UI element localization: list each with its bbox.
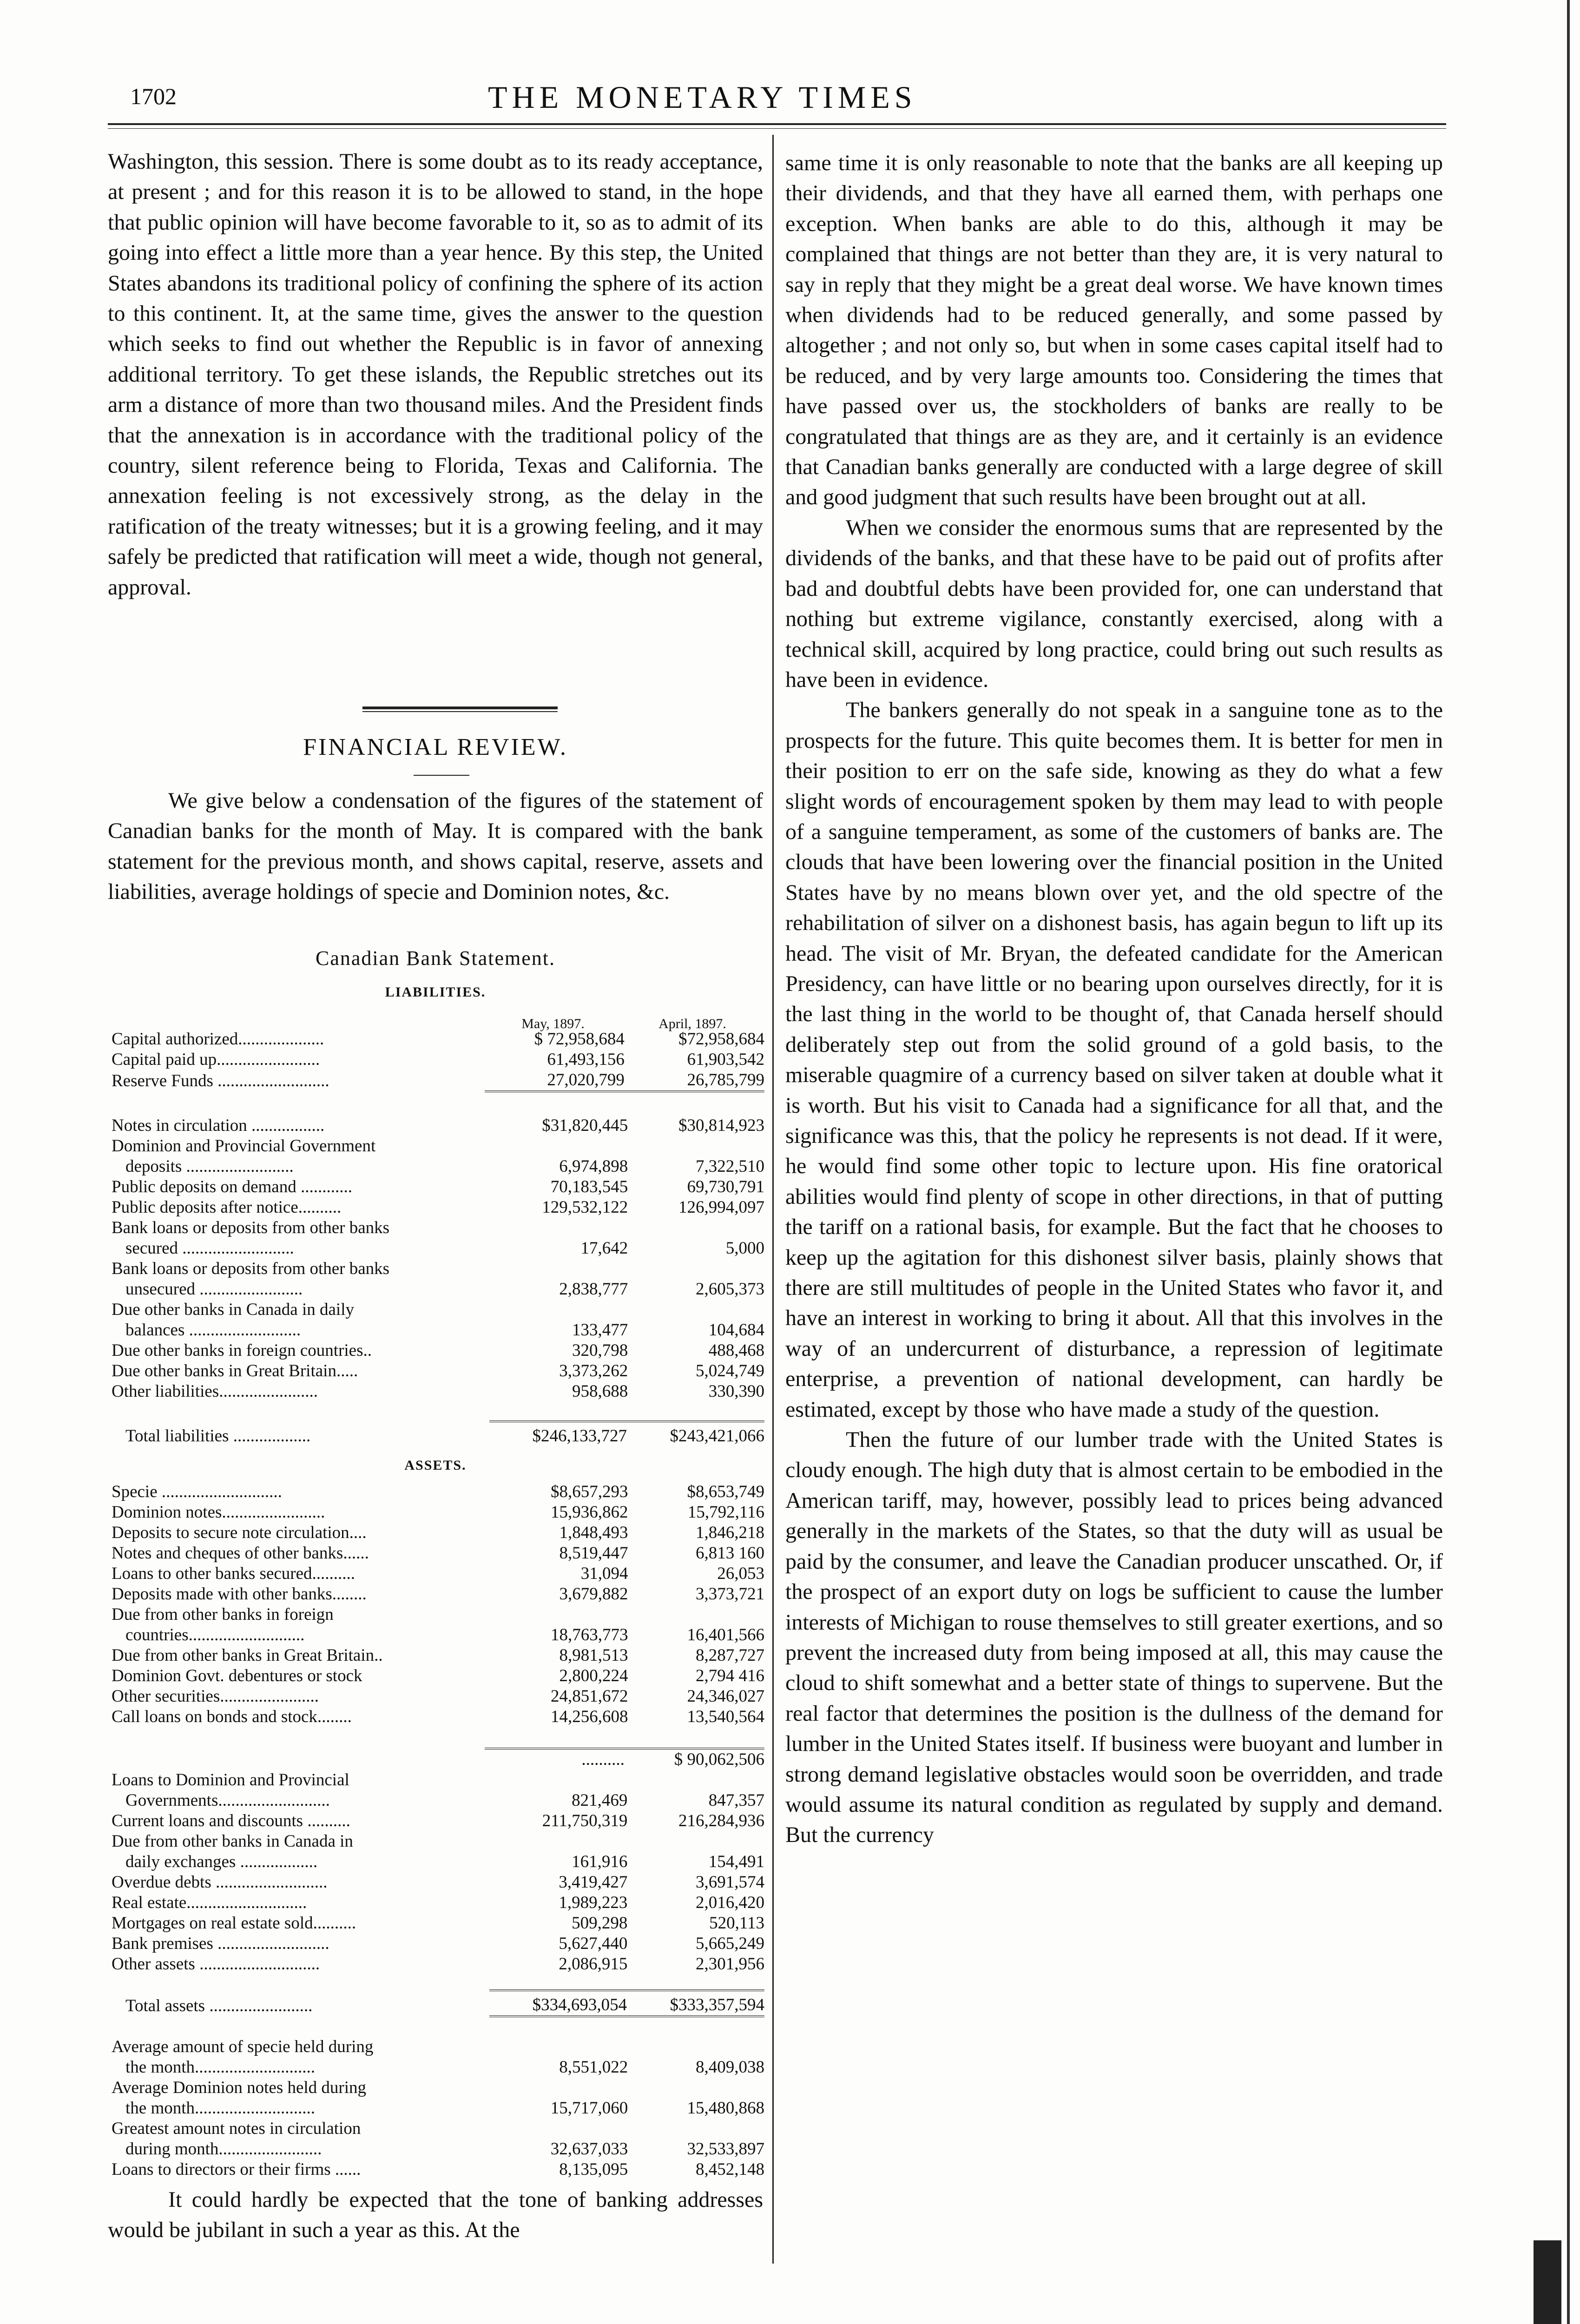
statement-row [112,1259,764,1279]
statement-row [112,1300,764,1320]
right-paragraph-1: same time it is only reasonable to note that the banks are all keeping up their dividends, and that they have all earned them, with perhaps one exception. When banks are able to do this, although it may be complained that things are not better than they are, it is very natural to say in reply that they might be a great deal worse. We have known times when dividends had to be reduced generally, and some passed by altogether ; and not only so, but when in some cases capital itself had to be reduced, and by very large amounts too. Considering the times that have passed over us, the stockholders of banks are really to be congratulated that things are as they are, and it certainly is an evidence that Canadian banks generally are conducted with a large degree of skill and good judgment that such results have been brought out at all. [785,151,1443,510]
value-april: 2,301,956 [696,1954,764,1974]
value-may: 6,974,898 [559,1157,628,1176]
row-label: Governments.......................... [125,1791,330,1810]
financial-review-title: FINANCIAL REVIEW. [303,734,568,760]
value-may: 1,848,493 [559,1523,628,1542]
row-label: Overdue debts .......................... [112,1873,328,1892]
row-label: the month............................ [125,2058,316,2077]
page-number: 1702 [130,83,177,109]
row-label: Other liabilities....................... [112,1382,318,1401]
value-april [628,1136,764,1156]
statement-row [112,1381,764,1402]
value-may: 8,519,447 [559,1544,628,1563]
row-label: Notes and cheques of other banks...... [112,1544,369,1563]
statement-row [112,1666,764,1686]
value-april: 3,691,574 [696,1873,764,1892]
value-april: 330,390 [708,1382,764,1401]
value-april [628,2037,764,2057]
value-may: 161,916 [572,1852,628,1871]
review-intro-paragraph: We give below a condensation of the figures of the statement of Canadian banks for the month of May. It is compared with the bank statement for the previous month, and shows capital, reserve, assets and liabilities, average holdings of specie and Dominion notes, &c. [108,788,763,905]
intro-paragraph: Washington, this session. There is some doubt as to its ready acceptance, at present ; and for this reason it is to be allowed to stand, in the hope that public opinion will have become favorable to it, so as to admit of its going into effect a little more than a year hence. By this step, the United States abandons its traditional policy of confining the sphere of its action to this continent. It, at the same time, gives the answer to the question which seeks to find out whether the Republic is in favor of annexing additional territory. To get these islands, the Republic stretches out its arm a distance of more than two thousand miles. And the President finds that the annexation is in accordance with the traditional policy of the country, silent reference being to Florida, Texas and California. The annexation feeling is not excessively strong, as the delay in the ratification of the treaty witnesses; but it is a growing feeling, and it may safely be predicted that ratification will meet a wide, though not general, approval. [108,149,763,600]
row-label: Dominion notes........................ [112,1503,325,1522]
value-april: 2,605,373 [696,1280,764,1299]
row-label: Due from other banks in Canada in [112,1832,353,1851]
row-label: secured .......................... [125,1239,294,1258]
value-may: $334,693,054 [489,1990,627,2016]
row-label: Loans to other banks secured.......... [112,1564,356,1583]
row-label: Due other banks in Canada in daily [112,1300,354,1319]
statement-row [112,1070,764,1091]
assets-subtotal [112,1748,764,1770]
row-label: Public deposits after notice.......... [112,1198,342,1217]
statement-row [112,1913,764,1934]
liabilities-table [112,1116,764,1402]
row-label: Loans to Dominion and Provincial [112,1770,349,1789]
value-may [491,1136,628,1156]
value-may: 129,532,122 [542,1198,628,1217]
statement-row [112,2159,764,2180]
value-may: 8,981,513 [559,1646,628,1665]
row-label: Notes in circulation ................. [112,1116,325,1135]
statement-row [112,2057,764,2078]
value-april: 2,016,420 [696,1893,764,1912]
value-april [627,1770,764,1790]
statement-row [112,1770,764,1790]
statement-row [112,2119,764,2139]
statement-title: Canadian Bank Statement. [316,947,555,970]
total-liabilities-row [112,1421,764,1446]
value-may: 821,469 [572,1791,628,1810]
value-may [492,2037,628,2057]
row-label: Due other banks in Great Britain..... [112,1361,358,1380]
value-may: $ 72,958,684 [534,1030,625,1049]
row-label: Mortgages on real estate sold.......... [112,1914,356,1933]
value-april: 1,846,218 [696,1523,764,1542]
value-april: $333,357,594 [627,1990,764,2016]
value-april: 26,053 [717,1564,764,1583]
row-label: balances .......................... [125,1320,301,1340]
value-april [628,1259,764,1279]
row-label: Reserve Funds .......................... [112,1071,329,1090]
row-label: countries........................... [125,1625,305,1644]
value-april: 8,409,038 [696,2058,764,2077]
row-label: Loans to directors or their firms ...... [112,2160,361,2179]
averages-table [112,2037,764,2180]
statement-row [112,1790,764,1811]
row-label: Call loans on bonds and stock........ [112,1707,352,1726]
statement-row [112,1872,764,1893]
row-label: Total liabilities .................. [125,1426,311,1446]
value-may: 15,936,862 [550,1503,628,1522]
statement-row [112,2098,764,2119]
statement-row [112,1218,764,1238]
col-may: May, 1897. [521,1016,585,1031]
row-label: Specie ............................ [112,1482,282,1501]
value-may: 70,183,545 [550,1177,628,1196]
value-may: 1,989,223 [559,1893,628,1912]
value-april: 104,684 [708,1320,764,1340]
row-label: Public deposits on demand ............ [112,1177,352,1196]
value-april [628,1300,764,1320]
statement-row [112,1584,764,1604]
value-april: 26,785,799 [625,1070,764,1091]
statement-row [112,1893,764,1913]
value-april: 15,792,116 [687,1503,764,1522]
statement-row [112,1482,764,1502]
value-april: 32,533,897 [687,2139,764,2159]
row-label: Bank loans or deposits from other banks [112,1259,390,1278]
value-april: 520,113 [709,1914,764,1933]
row-label: Total assets ........................ [125,1996,313,2015]
row-label: Average Dominion notes held during [112,2078,367,2097]
value-april: 5,024,749 [696,1361,764,1380]
statement-row [112,1050,764,1070]
statement-row [112,1604,764,1625]
value-may: 24,851,672 [550,1687,628,1706]
value-may: 3,679,882 [559,1585,628,1604]
value-may: 958,688 [572,1382,628,1401]
right-paragraph-4: Then the future of our lumber trade with the United States is cloudy enough. The high duty that is almost certain to be embodied in the American tariff, may, however, possibly lead to prices being advanced generally in the markets of the States, so that the duty will as usual be paid by the consumer, and leave the Canadian producer unscathed. Or, if the prospect of an export duty on logs be sufficient to cause the lumber interests of Michigan to rouse themselves to still greater exertions, and so prevent the increased duty from being imposed at all, this may cause the cloud to shift somewhat and a better state of things to supervene. But the real factor that determines the position is the dullness of the demand for lumber in the United States itself. If business were buoyant and lumber in strong demand legislative obstacles would soon be overridden, and trade would assume its natural condition as regulated by supply and demand. But the currency [785,1427,1443,1848]
statement-row [112,1934,764,1954]
value-may: 17,642 [580,1239,628,1258]
row-label: Bank loans or deposits from other banks [112,1218,390,1237]
statement-row [112,1136,764,1156]
row-label: Due from other banks in foreign [112,1605,334,1624]
statement-row [112,1116,764,1136]
value-may: 8,135,095 [559,2160,628,2179]
value-may: 3,419,427 [559,1873,628,1892]
right-paragraph-3: The bankers generally do not speak in a sanguine tone as to the prospects for the future. This quite becomes them. It is better for men in their position to err on the safe side, knowing as they do what a few slight words of encouragement spoken by them may lead to with people of a sanguine temperament, as some of the customers of banks are. The clouds that have been lowering over the financial position in the United States have by no means blown over yet, and the old spectre of the rehabilitation of silver on a dishonest basis, has again begun to lift up its head. The visit of Mr. Bryan, the defeated candidate for the American Presidency, can have little or no bearing upon ourselves directly, for it is the last thing in the world to be thought of, that Canada herself should deliberately step out from the solid ground of a gold basis, to the miserable quagmire of a currency based on silver taken at double what it is worth. But his visit to Canada had a significance for all that, and the significance was this, that the policy he represents is not dead. If it were, he would find some other topic to lecture upon. His fine oratorical abilities would find plenty of scope in other directions, in that of putting the tariff on a rational basis, for example. But the fact that he chooses to keep up the agitation for this dishonest silver basis, plainly shows that there are still multitudes of people in the United States who favor it, and have an interest in working to bring it about. All that this involves in the way of an undercurrent of disturbance, a repression of legitimate enterprise, a prevention of national development, can hardly be estimated, except by those who have made a study of the question. [785,698,1443,1422]
statement-row [112,1502,764,1523]
statement-row [112,1238,764,1259]
total-assets-row [112,1990,764,2016]
value-may [492,1604,628,1625]
liabilities-heading: LIABILITIES. [385,984,486,1000]
row-label: Capital paid up........................ [112,1050,320,1069]
value-april: $243,421,066 [627,1421,764,1446]
right-column [785,148,1443,1850]
closing-paragraph: It could hardly be expected that the tone of banking addresses would be jubilant in such a year as this. At the [108,2187,763,2243]
value-april: 8,287,727 [696,1646,764,1665]
row-label: Current loans and discounts .......... [112,1811,350,1830]
value-may: 14,256,608 [550,1707,628,1726]
header-rule-thin [108,128,1446,129]
statement-row [112,1156,764,1177]
statement-row [112,1029,764,1050]
row-label: Due from other banks in Great Britain.. [112,1646,383,1665]
row-label [112,1749,485,1770]
value-may: 2,800,224 [559,1666,628,1685]
statement-row [112,1707,764,1727]
row-label: Due other banks in foreign countries.. [112,1341,372,1360]
statement-row [112,2078,764,2098]
value-may: 15,717,060 [550,2099,628,2118]
page-edge-mark [1567,0,1570,2324]
value-april: 2,794 416 [696,1666,764,1685]
value-april: 24,346,027 [687,1687,764,1706]
statement-row [112,1686,764,1707]
subtotal-row [112,1749,764,1770]
row-label: Average amount of specie held during [112,2037,374,2056]
left-closing [108,2185,763,2245]
row-label: Greatest amount notes in circulation [112,2119,361,2138]
section-rule-thin [362,711,558,712]
row-label: Capital authorized.................... [112,1030,324,1049]
statement-row [112,2037,764,2057]
value-april: 16,401,566 [687,1625,764,1644]
value-april: 3,373,721 [696,1585,764,1604]
statement-row [112,1811,764,1831]
value-may [491,1218,628,1238]
row-label: Dominion and Provincial Government [112,1136,376,1155]
total-assets [112,1989,764,2017]
row-label: Other assets ............................ [112,1954,320,1974]
row-label: Deposits to secure note circulation.... [112,1523,367,1542]
statement-row [112,1852,764,1872]
review-intro [108,786,763,907]
value-may: 2,086,915 [559,1954,628,1974]
value-april [628,1604,764,1625]
value-april: $ 90,062,506 [625,1749,764,1770]
value-may [492,2119,628,2139]
value-may: 8,551,022 [559,2058,628,2077]
assets-table [112,1482,764,1727]
statement-row [112,1279,764,1300]
row-label: Bank premises .......................... [112,1934,329,1953]
value-april: 5,665,249 [696,1934,764,1953]
page-title: THE MONETARY TIMES [488,79,917,115]
row-label: the month............................ [125,2099,316,2118]
value-may: $8,657,293 [550,1482,628,1501]
statement-row [112,1320,764,1340]
value-may: 31,094 [580,1564,628,1583]
value-may: 509,298 [572,1914,628,1933]
value-april [628,2078,764,2098]
row-label: Other securities....................... [112,1687,319,1706]
row-label: unsecured ........................ [125,1280,303,1299]
row-label: Deposits made with other banks........ [112,1585,367,1604]
statement-row [112,1340,764,1361]
value-may [491,1259,628,1279]
row-label: Dominion Govt. debentures or stock [112,1666,362,1685]
value-april: 488,468 [708,1341,764,1360]
row-label: during month........................ [125,2139,322,2159]
value-may: $31,820,445 [542,1116,628,1135]
value-may: 2,838,777 [559,1280,628,1299]
value-april: 61,903,542 [687,1050,764,1069]
row-label: Real estate............................ [112,1893,307,1912]
value-may [491,1770,628,1790]
value-april: 13,540,564 [687,1707,764,1726]
value-april: 69,730,791 [687,1177,764,1196]
value-april [627,1831,764,1852]
title-underline [414,775,469,776]
statement-row [112,1177,764,1197]
right-paragraph-2: When we consider the enormous sums that are represented by the dividends of the banks, and that these have to be paid out of profits after bad and doubtful debts have been provided for, one can understand that nothing but extreme vigilance, constantly exercised, along with a technical skill, acquired by long practice, could bring out such results as have been in evidence. [785,515,1443,692]
header-rule [108,123,1446,125]
column-divider [772,135,774,2264]
value-may: .......... [485,1749,625,1770]
value-may: 27,020,799 [485,1070,625,1091]
value-may: 32,637,033 [550,2139,628,2159]
value-april: 126,994,097 [678,1198,764,1217]
value-may: 3,373,262 [559,1361,628,1380]
value-april: $72,958,684 [678,1030,764,1049]
value-april [628,2119,764,2139]
row-label: deposits ......................... [125,1157,294,1176]
value-may: 133,477 [572,1320,628,1340]
assets-table-2 [112,1770,764,1974]
page-edge-mark-bottom [1534,2240,1561,2324]
value-may: 61,493,156 [547,1050,625,1069]
value-may: 18,763,773 [550,1625,628,1644]
value-april: 6,813 160 [696,1544,764,1563]
section-rule [362,706,558,709]
assets-heading: ASSETS. [404,1458,467,1473]
statement-row [112,1361,764,1381]
value-april: 7,322,510 [696,1157,764,1176]
value-may: 320,798 [572,1341,628,1360]
statement-row [112,1954,764,1974]
row-label: daily exchanges .................. [125,1852,318,1871]
statement-row [112,1564,764,1584]
value-may [491,1831,628,1852]
statement-row [112,1645,764,1666]
statement-row [112,1523,764,1543]
col-april: April, 1897. [658,1016,726,1031]
capital-table [112,1029,764,1092]
value-april [628,1218,764,1238]
value-april: $30,814,923 [678,1116,764,1135]
statement-row [112,1831,764,1852]
value-may [491,1300,628,1320]
value-april: 847,357 [708,1791,764,1810]
value-may: 5,627,440 [559,1934,628,1953]
statement-row [112,1625,764,1645]
left-column-intro [108,146,763,602]
value-april: $8,653,749 [687,1482,764,1501]
total-liabilities [112,1420,764,1446]
value-may [492,2078,628,2098]
statement-row [112,1197,764,1218]
statement-row [112,1543,764,1564]
value-april: 216,284,936 [678,1811,764,1830]
value-april: 154,491 [708,1852,764,1871]
value-may: 211,750,319 [542,1811,628,1830]
statement-row [112,2139,764,2159]
value-april: 8,452,148 [696,2160,764,2179]
value-april: 5,000 [725,1239,764,1258]
value-may: $246,133,727 [489,1421,627,1446]
value-april: 15,480,868 [687,2099,764,2118]
